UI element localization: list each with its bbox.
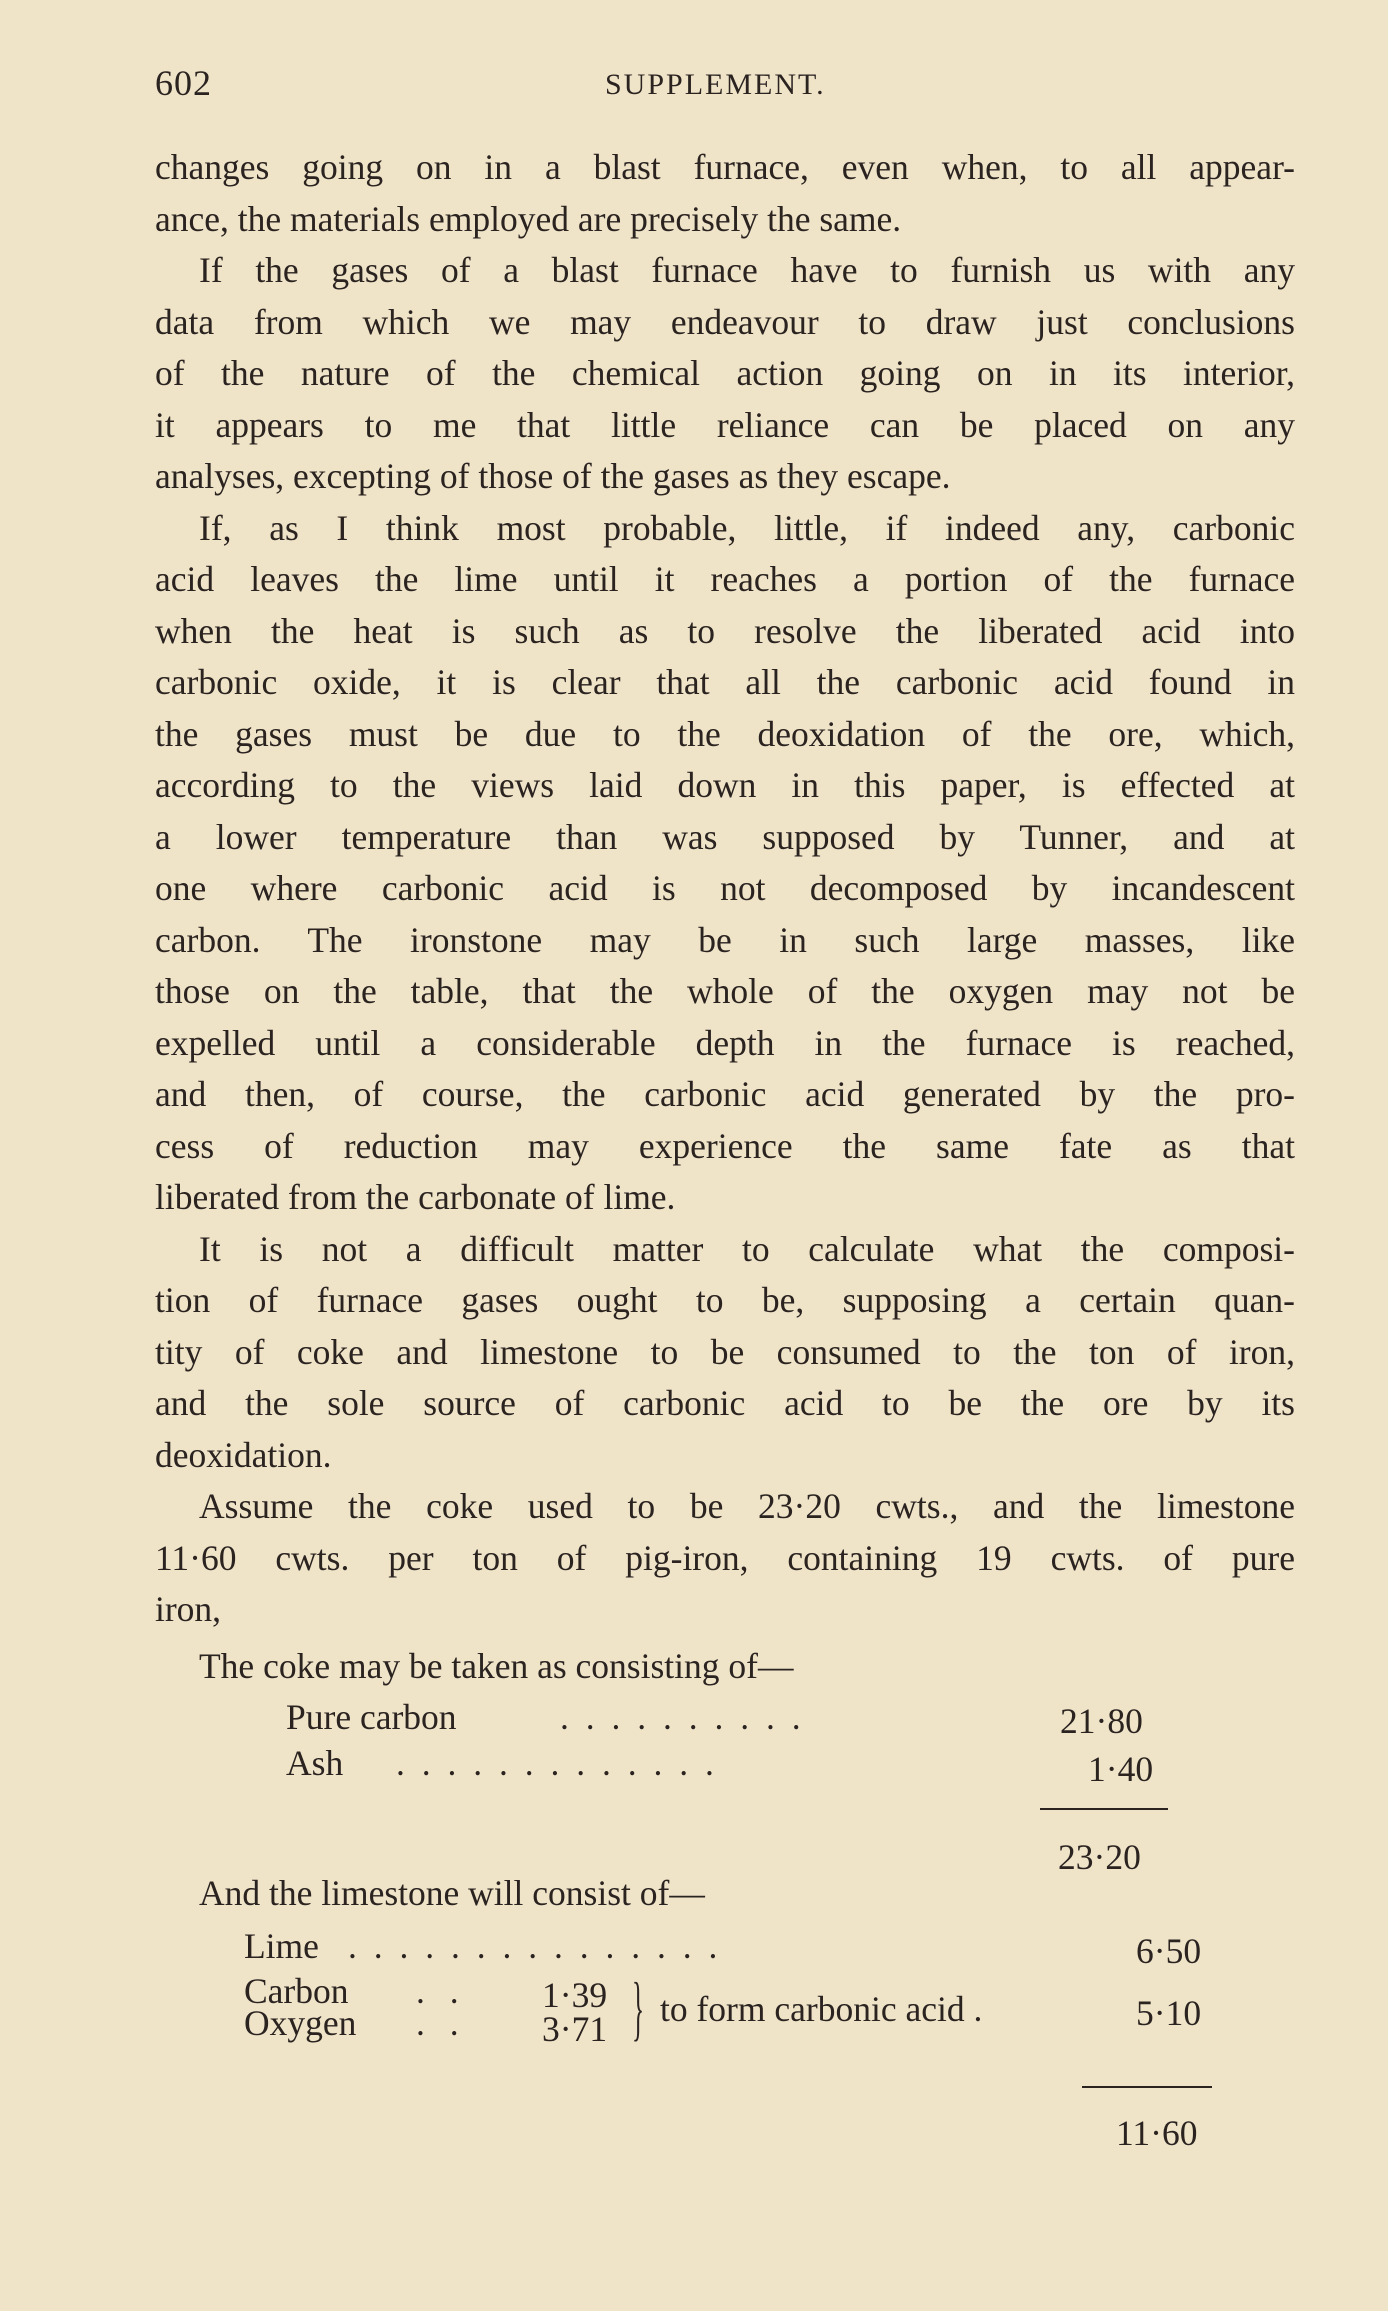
text-line: those on the table, that the whole of the oxygen may not be: [155, 971, 1295, 1011]
text-line: iron,: [155, 1589, 222, 1629]
carbon-amount: 1·39: [542, 1975, 608, 2015]
text-line: ance, the materials employed are precisely the same.: [155, 198, 902, 239]
body-text: [155, 142, 1295, 1636]
text-line: analyses, excepting of those of the gases as they escape.: [155, 456, 951, 496]
text-line: tity of coke and limestone to be consumed to the ton of iron,: [155, 1331, 1295, 1372]
carbon-label: Carbon: [244, 1971, 349, 2011]
text-line: changes going on in a blast furnace, even when, to all appear-: [155, 147, 1295, 187]
coke-row-value: 1·40: [1088, 1749, 1154, 1789]
text-line: 11·60 cwts. per ton of pig-iron, containing 19 cwts. of pure: [155, 1537, 1295, 1578]
text-line: liberated from the carbonate of lime.: [155, 1177, 676, 1217]
right-brace: }: [632, 1968, 645, 2048]
page-header: [155, 62, 1295, 112]
leader-dots: . . . . . . . . . . . . . . .: [348, 1926, 722, 1966]
limestone-total: 11·60: [1116, 2113, 1198, 2153]
coke-row-label: Ash: [286, 1743, 344, 1783]
text-line: cess of reduction may experience the same fate as that: [155, 1125, 1295, 1166]
leader-dots: . . . . . . . . . . . . .: [396, 1743, 718, 1783]
text-line: one where carbonic acid is not decomposed by incandescent: [155, 868, 1295, 908]
coke-row-value: 21·80: [1060, 1701, 1143, 1741]
text-line: the gases must be due to the deoxidation of the ore, which,: [155, 713, 1295, 754]
text-line: when the heat is such as to resolve the liberated acid into: [155, 610, 1295, 651]
text-line: It is not a difficult matter to calculate what the composi-: [199, 1228, 1295, 1269]
text-line: Assume the coke used to be 23·20 cwts., and the limestone: [199, 1486, 1295, 1526]
text-line: a lower temperature than was supposed by Tunner, and at: [155, 816, 1295, 857]
text-line: it appears to me that little reliance can be placed on any: [155, 404, 1295, 445]
running-head: SUPPLEMENT.: [605, 68, 826, 101]
sum-rule: [1040, 1808, 1168, 1810]
coke-row-label: Pure carbon: [286, 1697, 457, 1737]
leader-dots: . .: [416, 1971, 467, 2011]
text-line: If the gases of a blast furnace have to furnish us with any: [199, 250, 1295, 290]
page-number: 602: [155, 63, 212, 103]
sum-rule: [1082, 2086, 1212, 2088]
brace-value: 5·10: [1136, 1993, 1202, 2033]
text-line: acid leaves the lime until it reaches a portion of the furnace: [155, 559, 1295, 599]
oxygen-amount: 3·71: [542, 2009, 608, 2049]
text-line: according to the views laid down in this paper, is effected at: [155, 765, 1295, 805]
lime-value: 6·50: [1136, 1931, 1202, 1971]
text-line: and then, of course, the carbonic acid generated by the pro-: [155, 1074, 1295, 1114]
text-line: If, as I think most probable, little, if indeed any, carbonic: [199, 507, 1295, 548]
text-line: tion of furnace gases ought to be, supposing a certain quan-: [155, 1280, 1295, 1320]
oxygen-label: Oxygen: [244, 2003, 357, 2043]
lime-label: Lime: [244, 1926, 319, 1966]
text-line: and the sole source of carbonic acid to be the ore by its: [155, 1383, 1295, 1423]
text-line: carbonic oxide, it is clear that all the carbonic acid found in: [155, 662, 1295, 702]
text-line: deoxidation.: [155, 1434, 332, 1475]
text-line: data from which we may endeavour to draw just conclusions: [155, 301, 1295, 342]
text-line: of the nature of the chemical action going on in its interior,: [155, 353, 1295, 393]
brace-note: to form carbonic acid .: [660, 1989, 983, 2029]
leader-dots: . . . . . . . . . .: [560, 1697, 805, 1737]
leader-dots: . .: [416, 2003, 467, 2043]
coke-intro: The coke may be taken as consisting of—: [199, 1646, 794, 1686]
limestone-intro: And the limestone will consist of—: [199, 1873, 705, 1913]
text-line: carbon. The ironstone may be in such large masses, like: [155, 919, 1295, 960]
coke-total: 23·20: [1058, 1837, 1141, 1877]
text-line: expelled until a considerable depth in the furnace is reached,: [155, 1022, 1295, 1063]
